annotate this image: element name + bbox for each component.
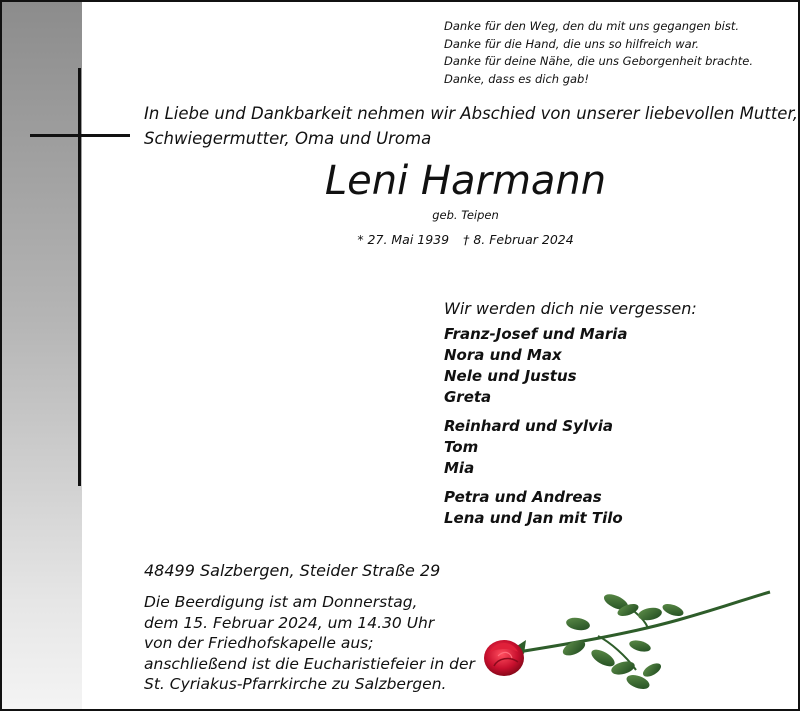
maiden-name: geb. Teipen — [432, 208, 499, 222]
family-member: Nele und Justus — [444, 367, 577, 385]
family-member: Nora und Max — [444, 346, 562, 364]
funeral-details — [144, 592, 475, 695]
death-date: † 8. Februar 2024 — [463, 232, 574, 247]
family-member: Reinhard und Sylvia — [444, 417, 614, 435]
poem-line: Danke für deine Nähe, die uns Geborgenheit brachte. — [444, 54, 754, 68]
poem-line: Danke für die Hand, die uns so hilfreich war. — [444, 36, 700, 51]
life-dates — [144, 231, 787, 249]
family-member: Lena und Jan mit Tilo — [444, 509, 623, 527]
cross-vertical-bar — [78, 68, 81, 486]
family-list — [444, 324, 628, 537]
poem — [444, 18, 794, 88]
family-member: Franz-Josef und Maria — [444, 325, 628, 343]
family-member: Mia — [444, 459, 475, 477]
intro-line: In Liebe und Dankbarkeit nehmen wir Abschied von unserer liebevollen Mutter, — [144, 104, 798, 123]
family-group — [444, 416, 628, 479]
cross-horizontal-bar — [30, 134, 130, 137]
family-group — [444, 324, 628, 408]
intro-text — [144, 101, 798, 151]
funeral-line: St. Cyriakus-Pfarrkirche zu Salzbergen. — [144, 675, 447, 693]
family-member: Tom — [444, 438, 479, 456]
address: 48499 Salzbergen, Steider Straße 29 — [144, 561, 441, 580]
poem-line: Danke, dass es dich gab! — [444, 71, 589, 86]
remember-text: Wir werden dich nie vergessen: — [444, 299, 697, 318]
deceased-name: Leni Harmann — [324, 158, 607, 204]
poem-line: Danke für den Weg, den du mit uns gegangen bist. — [444, 19, 740, 33]
funeral-line: Die Beerdigung ist am Donnerstag, — [144, 593, 418, 611]
birth-date: * 27. Mai 1939 — [357, 232, 450, 247]
family-group — [444, 487, 628, 529]
family-member: Petra und Andreas — [444, 488, 602, 506]
family-member: Greta — [444, 388, 492, 406]
gradient-side-band — [2, 2, 82, 709]
funeral-line: anschließend ist die Eucharistiefeier in der — [144, 654, 475, 673]
funeral-line: dem 15. Februar 2024, um 14.30 Uhr — [144, 613, 435, 632]
funeral-line: von der Friedhofskapelle aus; — [144, 634, 374, 652]
intro-line: Schwiegermutter, Oma und Uroma — [144, 129, 432, 148]
rose-icon — [478, 586, 774, 698]
